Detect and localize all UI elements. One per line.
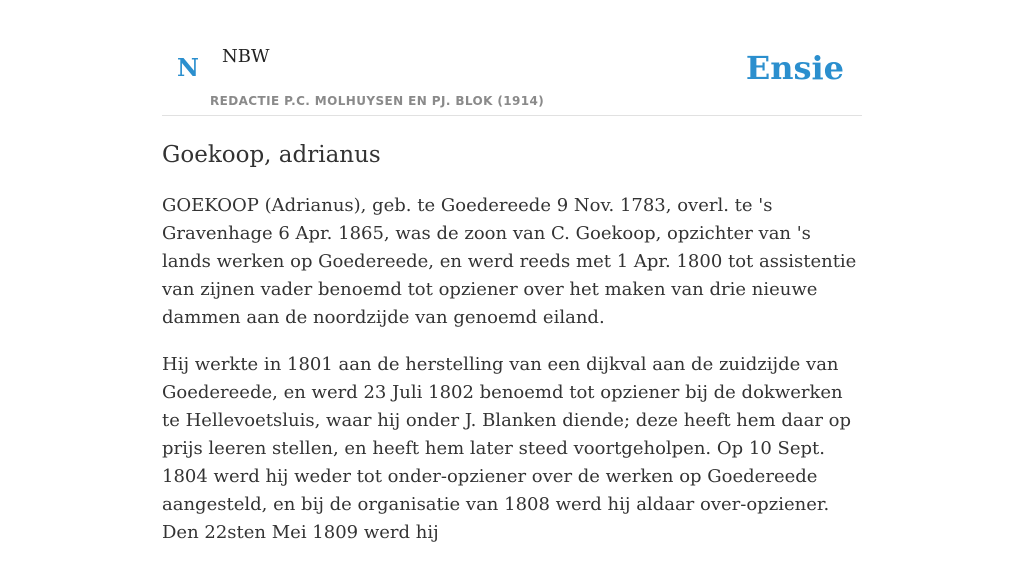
source-title[interactable]: NBW [222,46,270,67]
source-header [162,40,862,116]
source-logo[interactable]: N [177,53,199,82]
article-title: Goekoop, adrianus [162,142,381,168]
source-editors: REDACTIE P.C. MOLHUYSEN EN PJ. BLOK (1914) [210,94,545,108]
article-paragraph: Hij werkte in 1801 aan de herstelling van een dijkval aan de zuidzijde van Goedereede, en werd 23 Juli 1802 benoemd tot opziener bij de dokwerken te Hellevoetsluis, waar hij onder J. Blanken diende; deze heeft hem daar op prijs leeren stellen, en heeft hem later steed voortgeholpen. Op 10 Sept. 1804 werd hij weder tot onder-opziener over de werken op Goedereede aangesteld, en bij de organisatie van 1808 werd hij aldaar over-opziener. Den 22sten Mei 1809 werd hij [162,354,852,543]
ensie-logo[interactable]: Ensie [745,49,844,87]
article-paragraph: GOEKOOP (Adrianus), geb. te Goedereede 9 Nov. 1783, overl. te 's Gravenhage 6 Apr. 1865, was de zoon van C. Goekoop, opzichter van 's lands werken op Goedereede, en werd reeds met 1 Apr. 1800 tot assistentie van zijnen vader benoemd tot opziener over het maken van drie nieuwe dammen aan de noordzijde van genoemd eiland. [162,195,857,328]
article-body [162,192,862,566]
